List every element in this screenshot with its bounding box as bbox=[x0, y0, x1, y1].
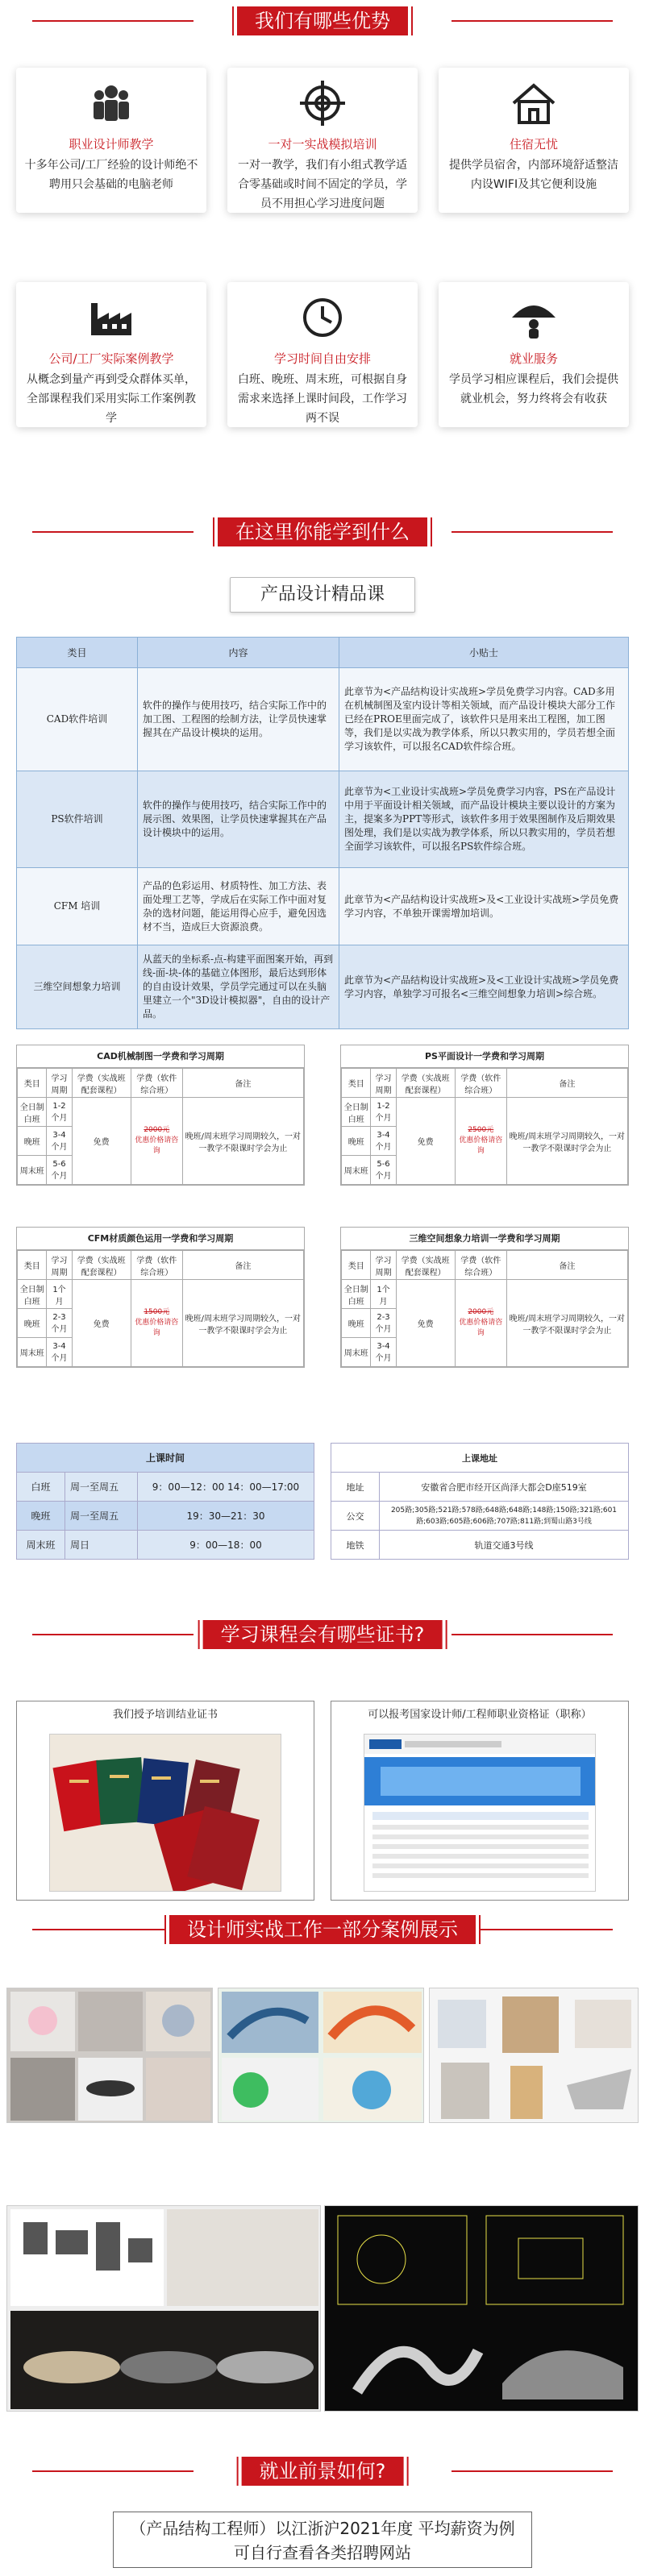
cell: 1个月 bbox=[371, 1280, 396, 1309]
discount-note: 优惠价格请咨询 bbox=[459, 1136, 503, 1155]
course-tip: 此章节为<产品结构设计实战班>学员免费学习内容。CAD多用在机械制图及室内设计等相关领域，而产品设计模块大部分工作已经在PROE里面完成了，该软件只是用来出工程图，加工图等，我们是以实战为教学体系，所以只教实用的，学员若想全面学习该软件，可以报名CAD软件综合班。 bbox=[339, 668, 629, 771]
class-days: 周一至周五 bbox=[65, 1502, 138, 1531]
table-row bbox=[17, 771, 629, 868]
advantage-title: 学习时间自由安排 bbox=[273, 351, 371, 366]
clock-icon bbox=[294, 295, 351, 340]
column-header: 学费（实战班配套课程） bbox=[396, 1251, 455, 1280]
course-label: 产品设计精品课 bbox=[230, 577, 415, 613]
certificate-panel bbox=[331, 1701, 629, 1901]
certificate-books-image bbox=[49, 1734, 281, 1892]
cell: 免费 bbox=[396, 1280, 455, 1367]
cell: 晚班 bbox=[342, 1309, 371, 1338]
cell: 全日制白班 bbox=[342, 1280, 371, 1309]
column-header: 学费（实战班配套课程） bbox=[72, 1251, 131, 1280]
case-image-cad-models bbox=[218, 1988, 424, 2123]
cell: 晚班 bbox=[18, 1127, 47, 1156]
address-title: 上课地址 bbox=[331, 1444, 629, 1473]
cell: 免费 bbox=[396, 1098, 455, 1185]
course-name: PS软件培训 bbox=[17, 771, 138, 868]
divider bbox=[32, 1634, 194, 1635]
discount-note: 优惠价格请咨询 bbox=[459, 1319, 503, 1337]
summary-line: （产品结构工程师）以江浙沪2021年度 平均薪资为例 bbox=[130, 2519, 515, 2538]
cell: 晚班 bbox=[18, 1309, 47, 1338]
factory-icon bbox=[83, 295, 139, 340]
address-table bbox=[331, 1443, 629, 1560]
course-tip: 此章节为<工业设计实战班>学员免费学习内容，PS在产品设计中用于平面设计相关领域，而产品设计模块主要以设计的方案为主，提案多为PPT等形式，该软件多用于效果图制作及后期效果图处理，我们是以实战为教学体系，所以只教实用的，学员若想全面学习该软件，可以报名PS软件综合班。 bbox=[339, 771, 629, 868]
cell: 晚班/周末班学习周期较久，一对一教学不限课时学会为止 bbox=[182, 1098, 303, 1185]
column-header: 类目 bbox=[18, 1069, 47, 1098]
fee-title: CFM材质颜色运用一学费和学习周期 bbox=[17, 1228, 304, 1250]
cell: 晚班 bbox=[342, 1127, 371, 1156]
column-header: 学费（软件综合班） bbox=[455, 1251, 506, 1280]
house-icon bbox=[506, 81, 562, 126]
fee-table bbox=[340, 1227, 629, 1368]
address-value: 安徽省合肥市经开区尚泽大都会D座519室 bbox=[380, 1473, 629, 1502]
cell: 周末班 bbox=[342, 1156, 371, 1185]
address-label: 地址 bbox=[331, 1473, 380, 1502]
fee-table bbox=[16, 1227, 305, 1368]
course-name: CFM 培训 bbox=[17, 868, 138, 945]
cell: 1-2个月 bbox=[371, 1098, 396, 1127]
column-header: 学习周期 bbox=[371, 1251, 396, 1280]
divider bbox=[32, 2470, 194, 2472]
cell: 1-2个月 bbox=[47, 1098, 72, 1127]
column-header: 备注 bbox=[182, 1251, 303, 1280]
cell: 周末班 bbox=[342, 1338, 371, 1367]
advantages-header bbox=[0, 5, 645, 37]
table-row bbox=[17, 668, 629, 771]
cell: 2-3个月 bbox=[47, 1309, 72, 1338]
case-image-renders bbox=[6, 2205, 321, 2412]
learn-header bbox=[0, 516, 645, 548]
table-row bbox=[17, 868, 629, 945]
course-table bbox=[16, 637, 629, 1029]
advantage-title: 住宿无忧 bbox=[509, 137, 558, 152]
cell: 全日制白班 bbox=[18, 1098, 47, 1127]
section-title: 在这里你能学到什么 bbox=[218, 517, 427, 546]
qualification-website-image bbox=[364, 1734, 596, 1892]
section-title: 学习课程会有哪些证书? bbox=[203, 1620, 443, 1649]
cell: 免费 bbox=[72, 1098, 131, 1185]
salary-summary bbox=[113, 2512, 532, 2568]
divider bbox=[32, 531, 194, 533]
course-name: 三维空间想象力培训 bbox=[17, 945, 138, 1029]
fee-table bbox=[340, 1045, 629, 1186]
course-tip: 此章节为<产品结构设计实战班>及<工业设计实战班>学员免费学习内容，单独学习可报名<三维空间想象力培训>综合班。 bbox=[339, 945, 629, 1029]
table-row bbox=[17, 945, 629, 1029]
class-name: 白班 bbox=[17, 1473, 65, 1502]
class-name: 周末班 bbox=[17, 1531, 65, 1560]
certificate-title: 可以报考国家设计师/工程师职业资格证（职称） bbox=[368, 1709, 592, 1721]
advantage-title: 公司/工厂实际案例教学 bbox=[48, 351, 174, 366]
column-header: 类目 bbox=[17, 638, 138, 668]
divider bbox=[452, 531, 613, 533]
fee-title: 三维空间想象力培训一学费和学习周期 bbox=[341, 1228, 628, 1250]
advantage-desc: 从概念到量产再到受众群体买单，全部课程我们采用实际工作案例教学 bbox=[27, 373, 196, 425]
schedule-title: 上课时间 bbox=[17, 1444, 314, 1473]
target-icon bbox=[294, 81, 351, 126]
advantage-card bbox=[439, 68, 629, 213]
summary-line: 可自行查看各类招聘网站 bbox=[234, 2543, 411, 2562]
cell: 3-4个月 bbox=[371, 1127, 396, 1156]
advantage-title: 就业服务 bbox=[509, 351, 558, 366]
discount-note: 优惠价格请咨询 bbox=[135, 1319, 179, 1337]
course-content: 从蓝天的坐标系-点-构建平面图案开始，再到线-面-块-体的基础立体图形，最后达到形体的自由设计效果，学员学完通过可以在头脑里建立一个"3D设计模拟器"，自由的设计产品。 bbox=[138, 945, 339, 1029]
column-header: 学习周期 bbox=[47, 1251, 72, 1280]
class-days: 周一至周五 bbox=[65, 1473, 138, 1502]
column-header: 学费（实战班配套课程） bbox=[396, 1069, 455, 1098]
cell: 全日制白班 bbox=[18, 1280, 47, 1309]
cell: 周末班 bbox=[18, 1338, 47, 1367]
cell: 5-6个月 bbox=[47, 1156, 72, 1185]
cell: 1个月 bbox=[47, 1280, 72, 1309]
old-price: 2500元 bbox=[468, 1126, 494, 1134]
advantage-card bbox=[16, 282, 206, 427]
address-label: 地铁 bbox=[331, 1531, 380, 1560]
fee-title: PS平面设计一学费和学习周期 bbox=[341, 1045, 628, 1068]
cell: 晚班/周末班学习周期较久，一对一教学不限课时学会为止 bbox=[506, 1098, 627, 1185]
class-time: 9：00—18：00 bbox=[138, 1531, 314, 1560]
address-value: 轨道交通3号线 bbox=[380, 1531, 629, 1560]
divider bbox=[32, 20, 194, 22]
divider bbox=[452, 20, 613, 22]
certificate-panel bbox=[16, 1701, 314, 1901]
course-name: CAD软件培训 bbox=[17, 668, 138, 771]
prospects-header bbox=[0, 2455, 645, 2487]
section-title: 就业前景如何? bbox=[242, 2457, 404, 2486]
cell: 免费 bbox=[72, 1280, 131, 1367]
column-header: 学习周期 bbox=[371, 1069, 396, 1098]
column-header: 类目 bbox=[342, 1069, 371, 1098]
column-header: 学习周期 bbox=[47, 1069, 72, 1098]
cell: 3-4个月 bbox=[47, 1127, 72, 1156]
cell: 周末班 bbox=[18, 1156, 47, 1185]
old-price: 2000元 bbox=[468, 1308, 494, 1316]
address-label: 公交 bbox=[331, 1502, 380, 1531]
advantage-card bbox=[227, 68, 418, 213]
cell: 晚班/周末班学习周期较久，一对一教学不限课时学会为止 bbox=[506, 1280, 627, 1367]
course-content: 软件的操作与使用技巧，结合实际工作中的展示图、效果图，让学员快速掌握其在产品设计模块中的运用。 bbox=[138, 771, 339, 868]
advantage-desc: 一对一教学，我们有小组式教学适合零基础或时间不固定的学员，学员不用担心学习进度问题 bbox=[238, 159, 407, 210]
course-content: 产品的色彩运用、材质特性、加工方法、表面处理工艺等，学成后在实际工作中面对复杂的选材问题，能运用得心应手，避免因选材不当，造成巨大资源浪费。 bbox=[138, 868, 339, 945]
class-time: 19：30—21：30 bbox=[138, 1502, 314, 1531]
course-content: 软件的操作与使用技巧，结合实际工作中的加工图、工程图的绘制方法，让学员快速掌握其在产品设计模块的运用。 bbox=[138, 668, 339, 771]
old-price: 2000元 bbox=[144, 1126, 170, 1134]
table-header-row bbox=[17, 638, 629, 668]
divider bbox=[452, 1634, 613, 1635]
column-header: 备注 bbox=[182, 1069, 303, 1098]
cell: 全日制白班 bbox=[342, 1098, 371, 1127]
certificate-title: 我们授予培训结业证书 bbox=[112, 1709, 218, 1721]
price-cell bbox=[131, 1098, 182, 1185]
advantage-title: 一对一实战模拟培训 bbox=[268, 137, 377, 152]
divider bbox=[452, 2470, 613, 2472]
cell: 晚班/周末班学习周期较久，一对一教学不限课时学会为止 bbox=[182, 1280, 303, 1367]
column-header: 学费（软件综合班） bbox=[131, 1069, 182, 1098]
course-tip: 此章节为<产品结构设计实战班>及<工业设计实战班>学员免费学习内容，不单独开课需增加培训。 bbox=[339, 868, 629, 945]
umbrella-icon bbox=[506, 295, 562, 340]
column-header: 学费（实战班配套课程） bbox=[72, 1069, 131, 1098]
price-cell bbox=[455, 1280, 506, 1367]
section-title: 我们有哪些优势 bbox=[237, 6, 408, 35]
fee-table bbox=[16, 1045, 305, 1186]
certificates-header bbox=[0, 1618, 645, 1651]
fee-title: CAD机械制图一学费和学习周期 bbox=[17, 1045, 304, 1068]
designer-icon bbox=[83, 81, 139, 126]
divider bbox=[452, 1929, 613, 1930]
advantage-card bbox=[439, 282, 629, 427]
case-image-mechanical bbox=[429, 1988, 639, 2123]
advantage-card bbox=[16, 68, 206, 213]
cell: 3-4个月 bbox=[371, 1338, 396, 1367]
price-cell bbox=[131, 1280, 182, 1367]
schedule-table bbox=[16, 1443, 314, 1560]
price-cell bbox=[455, 1098, 506, 1185]
discount-note: 优惠价格请咨询 bbox=[135, 1136, 179, 1155]
column-header: 类目 bbox=[342, 1251, 371, 1280]
advantage-card bbox=[227, 282, 418, 427]
case-image-products bbox=[6, 1988, 213, 2123]
class-name: 晚班 bbox=[17, 1502, 65, 1531]
class-time: 9：00—12：00 14：00—17:00 bbox=[138, 1473, 314, 1502]
advantage-desc: 十多年公司/工厂经验的设计师绝不聘用只会基础的电脑老师 bbox=[24, 159, 198, 191]
cell: 3-4个月 bbox=[47, 1338, 72, 1367]
cell: 5-6个月 bbox=[371, 1156, 396, 1185]
class-days: 周日 bbox=[65, 1531, 138, 1560]
advantage-desc: 提供学员宿舍，内部环境舒适整洁内设WIFI及其它便利设施 bbox=[449, 159, 618, 191]
old-price: 1500元 bbox=[144, 1308, 170, 1316]
address-value: 205路;305路;521路;578路;648路;648路;148路;150路;321路;601路;603路;605路;606路;707路;811路;到蜀山路3号线 bbox=[380, 1502, 629, 1531]
advantage-desc: 白班、晚班、周末班，可根据自身需求来选择上课时间段，工作学习两不误 bbox=[238, 373, 407, 425]
advantage-title: 职业设计师教学 bbox=[69, 137, 154, 152]
section-title: 设计师实战工作一部分案例展示 bbox=[169, 1915, 476, 1944]
cell: 2-3个月 bbox=[371, 1309, 396, 1338]
column-header: 备注 bbox=[506, 1069, 627, 1098]
column-header: 内容 bbox=[138, 638, 339, 668]
column-header: 小贴士 bbox=[339, 638, 629, 668]
column-header: 备注 bbox=[506, 1251, 627, 1280]
column-header: 学费（软件综合班） bbox=[131, 1251, 182, 1280]
case-image-drawings bbox=[324, 2205, 639, 2412]
column-header: 学费（软件综合班） bbox=[455, 1069, 506, 1098]
column-header: 类目 bbox=[18, 1251, 47, 1280]
cases-header bbox=[0, 1913, 645, 1946]
advantage-desc: 学员学习相应课程后，我们会提供就业机会，努力终将会有收获 bbox=[449, 373, 618, 405]
